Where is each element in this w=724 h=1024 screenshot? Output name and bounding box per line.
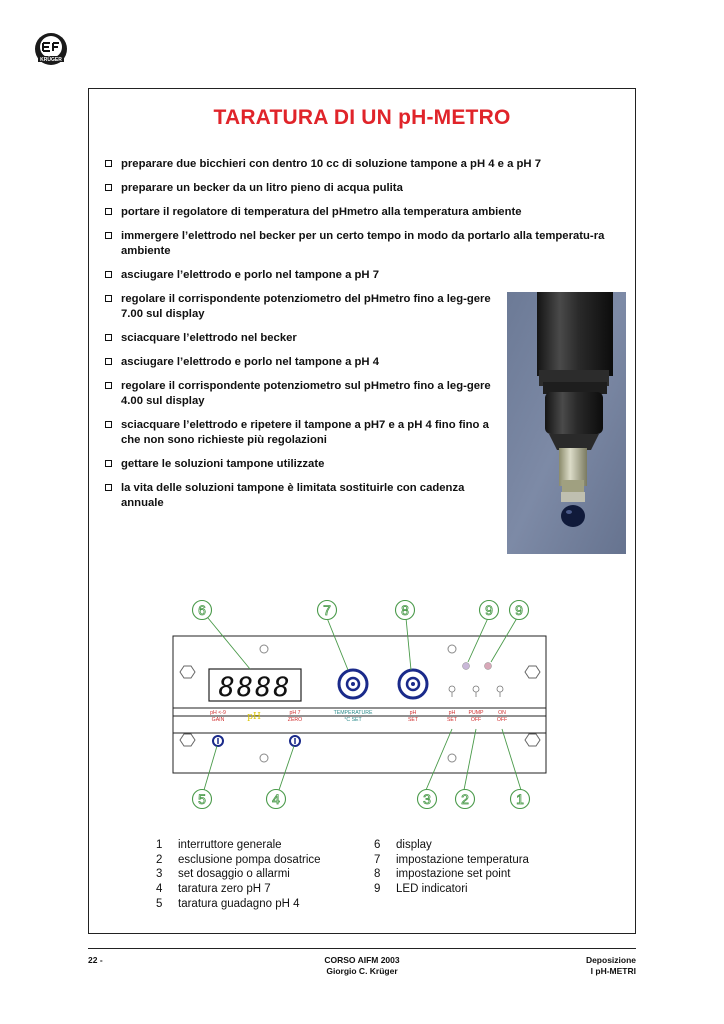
label-phset2-top: pH <box>448 710 456 716</box>
label-gain-bottom: GAIN <box>211 717 225 723</box>
page-title: TARATURA DI UN pH-METRO <box>213 106 511 129</box>
label-on-bottom: OFF <box>496 717 508 723</box>
legend-row: 5 taratura guadagno pH 4 <box>156 897 300 910</box>
label-temperature-top: TEMPERATURE <box>333 710 373 716</box>
callout-6: 6 <box>198 602 206 618</box>
callout-1: 1 <box>516 791 524 807</box>
callout-9b: 9 <box>515 602 523 618</box>
callout-8: 8 <box>401 602 409 618</box>
checkbox-bullet-icon <box>105 460 112 467</box>
legend-row: 8 impostazione set point <box>374 868 511 881</box>
list-item: sciacquare l’elettrodo nel becker <box>104 331 624 346</box>
callout-3: 3 <box>423 791 431 807</box>
legend-left <box>156 838 321 912</box>
footer-page-number: 22 - <box>88 955 103 965</box>
list-item: portare il regolatore di temperatura del pHmetro alla temperatura ambiente <box>104 205 624 220</box>
legend-right <box>374 838 529 897</box>
legend-row: 6 display <box>374 839 432 851</box>
legend-row: 7 impostazione temperatura <box>374 853 529 866</box>
callout-5: 5 <box>198 791 206 807</box>
legend-row: 9 LED indicatori <box>374 883 468 896</box>
list-item: regolare il corrispondente potenziometro sul pHmetro fino a leg-gere 4.00 sul display <box>104 379 506 409</box>
label-zero-top: pH 7 <box>289 710 301 716</box>
label-on-top: ON <box>498 710 506 716</box>
logo-text: KRÜGER <box>40 57 62 64</box>
checkbox-bullet-icon <box>105 421 112 428</box>
callout-4: 4 <box>272 791 280 807</box>
list-item: regolare il corrispondente potenziometro del pHmetro fino a leg-gere 7.00 sul display <box>104 292 506 322</box>
checkbox-bullet-icon <box>105 208 112 215</box>
kruger-logo <box>34 32 68 66</box>
checkbox-bullet-icon <box>105 271 112 278</box>
checkbox-bullet-icon <box>105 358 112 365</box>
ph-mark: pH <box>247 712 261 722</box>
list-item: la vita delle soluzioni tampone è limitata sostituirle con cadenza annuale <box>104 481 506 511</box>
callout-2: 2 <box>461 791 469 807</box>
checkbox-bullet-icon <box>105 184 112 191</box>
label-pump-top: PUMP <box>468 710 484 716</box>
label-gain-top: pH <-9 <box>210 710 226 716</box>
footer-divider <box>88 948 636 949</box>
callout-7: 7 <box>323 602 331 618</box>
list-item: sciacquare l’elettrodo e ripetere il tampone a pH7 e a pH 4 fino fino a che non sono richieste più regolazioni <box>104 418 506 448</box>
phmeter-front-panel-diagram <box>160 592 560 817</box>
checkbox-bullet-icon <box>105 160 112 167</box>
label-pump-bottom: OFF <box>470 717 482 723</box>
electrode-photo <box>507 292 626 554</box>
list-item: asciugare l’elettrodo e porlo nel tampone a pH 7 <box>104 268 624 283</box>
list-item: preparare due bicchieri con dentro 10 cc di soluzione tampone a pH 4 e a pH 7 <box>104 157 624 172</box>
legend-row: 1 interruttore generale <box>156 839 282 851</box>
label-phset-top: pH <box>409 710 417 716</box>
checkbox-bullet-icon <box>105 382 112 389</box>
legend-row: 4 taratura zero pH 7 <box>156 883 271 896</box>
checkbox-bullet-icon <box>105 232 112 239</box>
list-item: immergere l’elettrodo nel becker per un certo tempo in modo da portarlo alla temperatu-ra ambiente <box>104 229 624 259</box>
label-phset-bottom: SET <box>407 717 419 723</box>
checkbox-bullet-icon <box>105 295 112 302</box>
checkbox-bullet-icon <box>105 484 112 491</box>
list-item: gettare le soluzioni tampone utilizzate <box>104 457 624 472</box>
display-digits: 8888 <box>218 672 292 703</box>
legend-row: 2 esclusione pompa dosatrice <box>156 853 321 866</box>
list-item: preparare un becker da un litro pieno di acqua pulita <box>104 181 624 196</box>
label-temperature-bottom: °C SET <box>344 717 362 723</box>
label-phset2-bottom: SET <box>446 717 458 723</box>
label-zero-bottom: ZERO <box>287 717 303 723</box>
list-item: asciugare l’elettrodo e porlo nel tampone a pH 4 <box>104 355 624 370</box>
footer-course: CORSO AIFM 2003 Giorgio C. Krüger <box>324 955 400 976</box>
checkbox-bullet-icon <box>105 334 112 341</box>
legend-row: 3 set dosaggio o allarmi <box>156 868 290 881</box>
callout-9a: 9 <box>485 602 493 618</box>
footer-section: Deposizione I pH-METRI <box>585 955 636 976</box>
